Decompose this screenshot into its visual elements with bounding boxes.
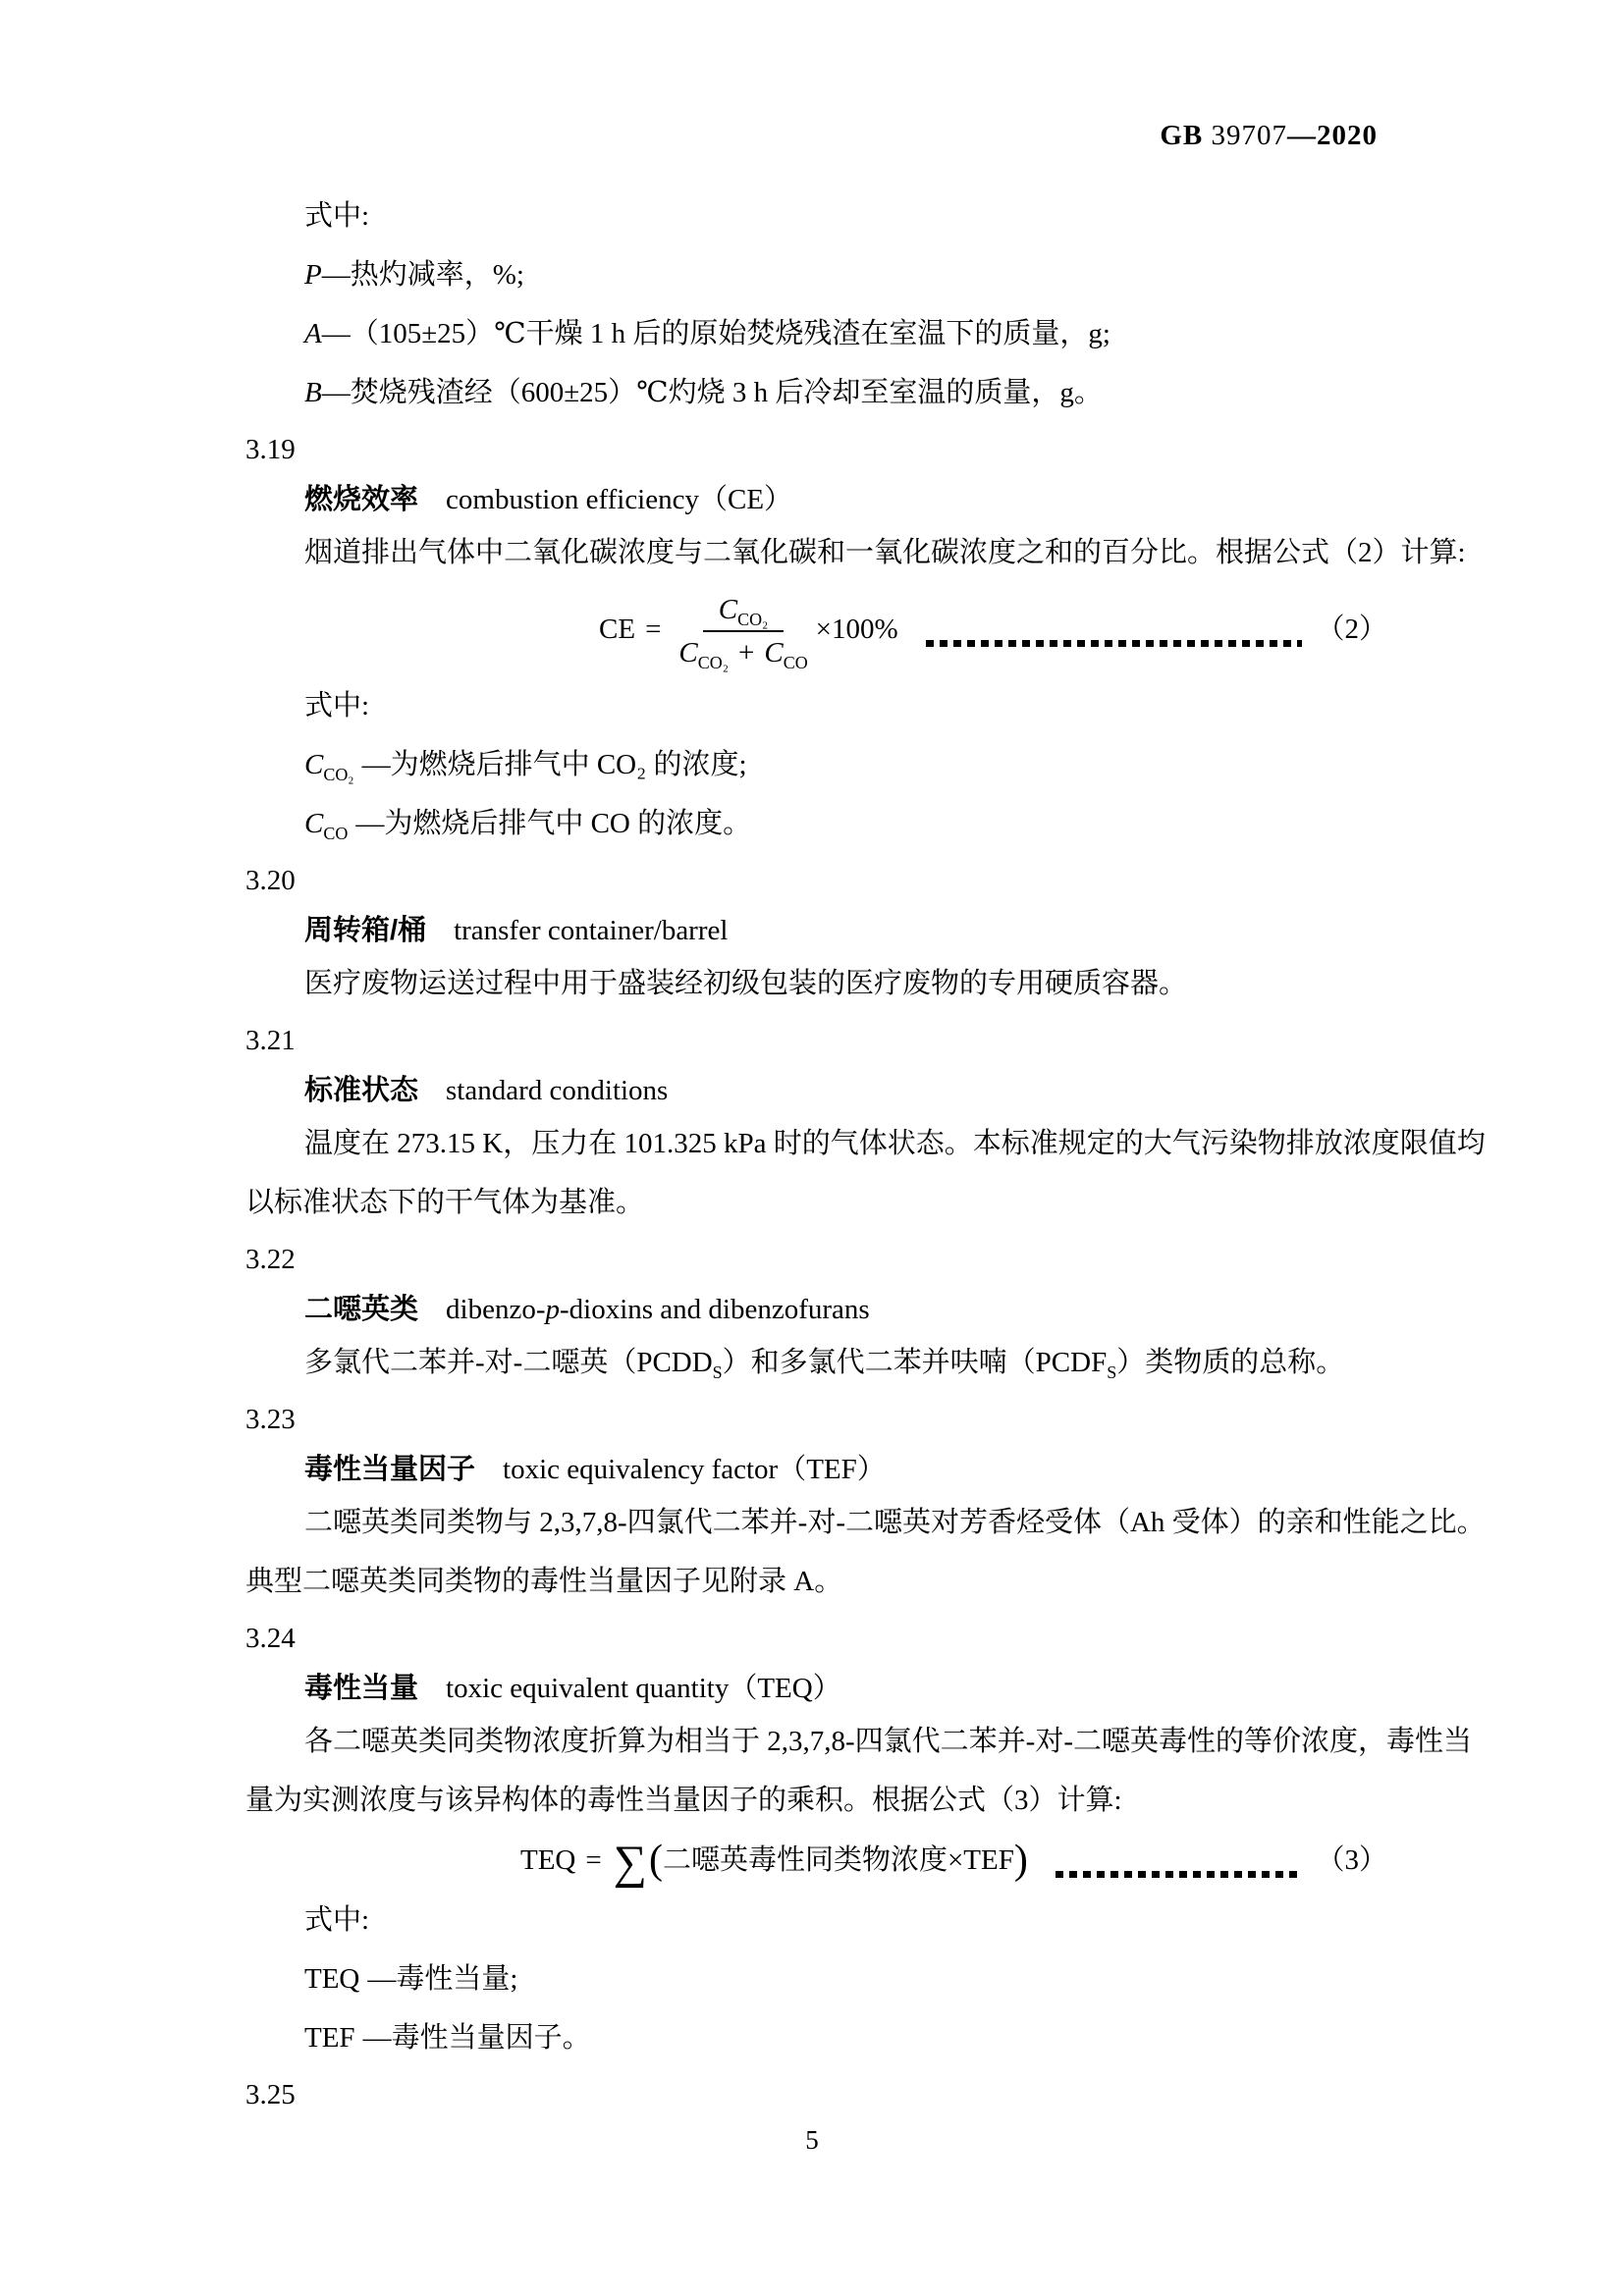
formula2-where-line: 式中: [304,689,370,721]
term-en: transfer container/barrel [454,915,729,947]
paragraph-3-24-line2: 量为实测浓度与该异构体的毒性当量因子的乘积。根据公式（3）计算: [245,1784,1122,1816]
formula-2: CE = $\frac{C_{CO_2}}{C_{CO_2} + C_{CO}}$ ×100% [599,593,898,672]
doc-number-header [1160,120,1378,152]
header-gb: GB [1160,120,1204,151]
section-number-3-24: 3.24 [245,1622,296,1654]
var-desc-p: —热灼减率，%; [321,258,524,291]
paragraph-3-22: 多氯代二苯并-对-二噁英$(PCDD_S)$和多氯代二苯并呋喃$(PCDF_S)$类物质的总称。 [304,1346,1345,1382]
formula3-where-line: 式中: [304,1903,370,1936]
term-zh: 标准状态 [304,1075,419,1107]
var-desc-a: —（105±25）℃干燥 1 h 后的原始焚烧残渣在室温下的质量，g; [321,317,1110,349]
var-symbol-b: B [304,376,322,408]
term-heading-3-22: 二噁英类 dibenzo-p-dioxins and dibenzofurans [304,1294,870,1326]
var-symbol-teq: TEQ [304,1962,360,1995]
formula-3-body: 二噁英毒性同类物浓度×TEF [662,1843,1014,1876]
var-line-tef [245,2008,1458,2067]
section-number-3-22: 3.22 [245,1243,296,1275]
paragraph-3-24-line1: 各二噁英类同类物浓度折算为相当于 2,3,7,8-四氯代二苯并-对-二噁英毒性的等价浓度，毒性当 [304,1725,1472,1757]
term-en: toxic equivalent quantity（TEQ） [446,1673,841,1705]
term-zh: 燃烧效率 [304,484,419,516]
formula-3-label: （3） [1316,1843,1387,1876]
page-number: 5 [805,2125,819,2155]
term-heading-3-20 [245,908,1458,954]
formula-2-suffix: ×100% [815,613,898,645]
paragraph-3-19: 烟道排出气体中二氧化碳浓度与二氧化碳和一氧化碳浓度之和的百分比。根据公式（2）计算: [304,536,1466,568]
dotted-leader [926,640,1303,647]
var-desc-tef: —毒性当量因子。 [362,2021,591,2054]
var-desc-cco2: —为燃烧后排气中 CO₂ 的浓度; [361,748,747,780]
paragraph-3-21-line2: 以标准状态下的干气体为基准。 [245,1186,645,1218]
section-number-3-23: 3.23 [245,1403,296,1435]
formula-2-label: （2） [1316,613,1387,645]
paragraph-3-21-line1: 温度在 273.15 K，压力在 101.325 kPa 时的气体状态。本标准规定的大气污染物排放浓度限值均 [304,1127,1486,1159]
page-content [245,187,1486,2122]
term-zh: 毒性当量因子 [304,1454,476,1486]
term-heading-3-21 [245,1068,1458,1114]
term-zh: 毒性当量 [304,1673,419,1705]
formula1-where-line: 式中: [304,199,370,232]
header-year: —2020 [1287,120,1378,151]
var-line-p [245,245,1458,304]
header-number: 39707 [1211,120,1287,151]
term-heading-3-23 [245,1447,1458,1493]
var-line-teq [245,1949,1458,2008]
paragraph-3-23-line1: 二噁英类同类物与 2,3,7,8-四氯代二苯并-对-二噁英对芳香烃受体（Ah 受体）的亲和性能之比。 [304,1506,1486,1538]
term-heading-3-24 [245,1666,1458,1712]
term-zh: 二噁英类 [304,1294,419,1326]
formula-3: TEQ = ∑ ( 二噁英毒性同类物浓度×TEF ) [520,1831,1028,1890]
formula-3-lhs: TEQ [520,1843,576,1876]
dotted-leader [1056,1871,1303,1878]
var-symbol-a: A [304,317,322,349]
formula-2-row [245,582,1458,676]
term-en: toxic equivalency factor（TEF） [503,1454,886,1486]
var-line-cco2: $C_{CO_2}$ —为燃烧后排气中 CO₂ 的浓度; [304,748,747,784]
formula-3-row [245,1830,1458,1891]
var-line-cco: $C_{CO}$ —为燃烧后排气中 CO 的浓度。 [304,807,752,843]
section-number-3-25: 3.25 [245,2078,296,2110]
section-number-3-19: 3.19 [245,433,296,465]
sigma-symbol: ∑ [613,1837,647,1889]
paragraph-3-23-line2: 典型二噁英类同类物的毒性当量因子见附录 A。 [245,1565,843,1597]
var-symbol-cco: C [304,807,324,839]
var-desc-b: —焚烧残渣经（600±25）℃灼烧 3 h 后冷却至室温的质量，g。 [321,376,1103,408]
section-number-3-21: 3.21 [245,1024,296,1056]
formula-2-lhs: CE [599,613,636,645]
var-desc-cco: —为燃烧后排气中 CO 的浓度。 [355,807,752,839]
var-line-a [245,304,1458,363]
var-symbol-cco2: C [304,748,324,780]
var-symbol-p: P [304,258,322,291]
term-en: standard conditions [446,1075,669,1107]
var-line-b [245,363,1458,422]
fraction: $\frac{C_{CO_2}}{C_{CO_2} + C_{CO}}$ [678,593,808,672]
term-heading-3-19 [245,477,1458,523]
var-desc-teq: —毒性当量; [367,1962,518,1995]
paragraph-3-20: 医疗废物运送过程中用于盛装经初级包装的医疗废物的专用硬质容器。 [304,967,1188,999]
term-zh: 周转箱/桶 [304,915,427,947]
term-en: combustion efficiency（CE） [446,484,793,516]
var-symbol-tef: TEF [304,2021,355,2054]
section-number-3-20: 3.20 [245,864,296,896]
